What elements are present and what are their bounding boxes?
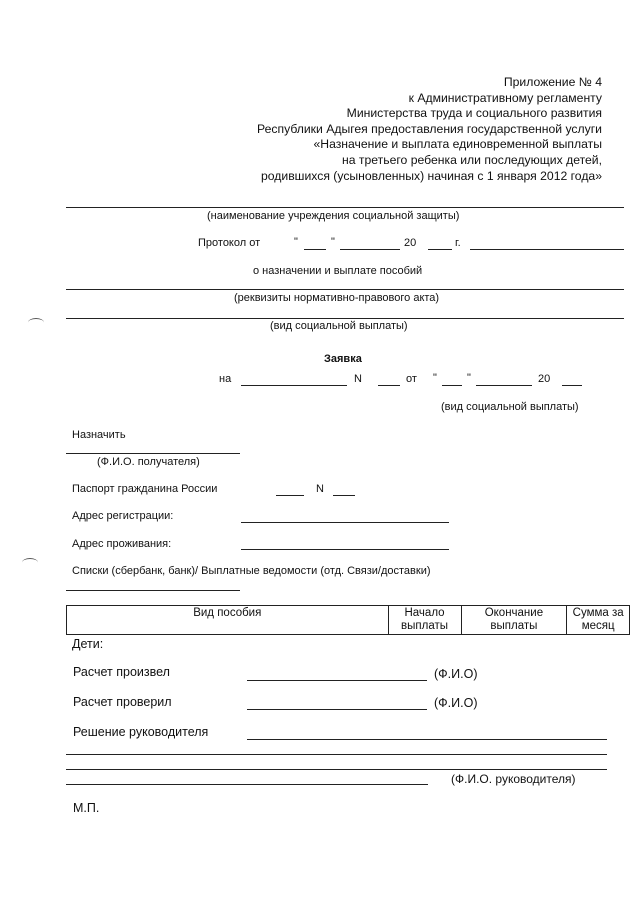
- requisites-field[interactable]: [66, 289, 624, 290]
- application-ot: от: [406, 373, 417, 385]
- calc-checked-field[interactable]: [247, 709, 427, 710]
- assign-label: Назначить: [72, 429, 126, 441]
- application-day-field[interactable]: [442, 385, 462, 386]
- institution-caption: (наименование учреждения социальной защиты): [207, 210, 460, 222]
- stamp-label: М.П.: [73, 801, 100, 815]
- protocol-year-suffix: г.: [455, 237, 461, 249]
- application-caption: (вид социальной выплаты): [441, 401, 579, 413]
- recipient-field[interactable]: [66, 453, 240, 454]
- reg-address-label: Адрес регистрации:: [72, 510, 174, 522]
- application-year-field[interactable]: [562, 385, 582, 386]
- header-line-3: Министерства труда и социального развития: [346, 106, 602, 121]
- header-line-2: к Административному регламенту: [408, 90, 602, 105]
- lists-field[interactable]: [66, 590, 240, 591]
- application-quote-close: ": [467, 372, 471, 384]
- protocol-year-field[interactable]: [428, 249, 452, 250]
- decision-field[interactable]: [247, 739, 607, 740]
- passport-number-field[interactable]: [333, 495, 355, 496]
- calc-made-label: Расчет произвел: [73, 665, 170, 679]
- application-na: на: [219, 373, 232, 385]
- protocol-day-field[interactable]: [304, 249, 326, 250]
- calc-checked-fio: (Ф.И.О): [434, 696, 478, 710]
- application-number-field[interactable]: [378, 385, 400, 386]
- passport-series-field[interactable]: [276, 495, 304, 496]
- passport-n: N: [316, 483, 324, 495]
- live-address-label: Адрес проживания:: [72, 538, 172, 550]
- application-year-prefix: 20: [538, 373, 551, 385]
- head-caption: (Ф.И.О. руководителя): [451, 772, 576, 786]
- col-benefit-type: Вид пособия: [67, 606, 389, 635]
- col-monthly-sum: Сумма за месяц: [567, 606, 630, 635]
- calc-checked-label: Расчет проверил: [73, 695, 172, 709]
- benefit-type-field[interactable]: [66, 318, 624, 319]
- application-quote-open: ": [433, 372, 437, 384]
- header-line-1: Приложение № 4: [503, 75, 602, 89]
- institution-field[interactable]: [66, 207, 624, 208]
- live-address-field[interactable]: [241, 549, 449, 550]
- benefit-type-caption: (вид социальной выплаты): [270, 320, 408, 332]
- header-line-5: «Назначение и выплата единовременной выплаты: [313, 137, 602, 152]
- decision-field-3[interactable]: [66, 769, 607, 770]
- head-signature-field[interactable]: [66, 784, 428, 785]
- children-label: Дети:: [72, 637, 104, 651]
- punch-mark-top: [28, 318, 44, 327]
- decision-field-2[interactable]: [66, 754, 607, 755]
- protocol-quote-open: ": [294, 236, 298, 248]
- protocol-year-prefix: 20: [404, 237, 417, 249]
- about-text: о назначении и выплате пособий: [253, 265, 423, 277]
- protocol-number-field[interactable]: [470, 249, 624, 250]
- col-end-payment: Окончание выплаты: [461, 606, 567, 635]
- header-line-7: родившихся (усыновленных) начиная с 1 января 2012 года»: [261, 168, 602, 183]
- application-type-field[interactable]: [241, 385, 347, 386]
- lists-label: Списки (сбербанк, банк)/ Выплатные ведомости (отд. Связи/доставки): [72, 565, 431, 577]
- calc-made-field[interactable]: [247, 680, 427, 681]
- reg-address-field[interactable]: [241, 522, 449, 523]
- protocol-quote-close: ": [331, 236, 335, 248]
- protocol-month-field[interactable]: [340, 249, 400, 250]
- decision-label: Решение руководителя: [73, 725, 209, 739]
- header-line-4: Республики Адыгея предоставления государственной услуги: [257, 121, 602, 136]
- benefits-table: [66, 605, 630, 635]
- header-line-6: на третьего ребенка или последующих детей,: [342, 153, 602, 167]
- passport-label: Паспорт гражданина России: [72, 483, 218, 495]
- calc-made-fio: (Ф.И.О): [434, 667, 478, 681]
- application-month-field[interactable]: [476, 385, 532, 386]
- col-start-payment: Начало выплаты: [388, 606, 461, 635]
- application-n: N: [354, 373, 362, 385]
- application-title: Заявка: [324, 353, 362, 365]
- recipient-caption: (Ф.И.О. получателя): [97, 456, 200, 468]
- requisites-caption: (реквизиты нормативно-правового акта): [234, 292, 440, 304]
- punch-mark-bottom: [22, 558, 38, 567]
- protocol-label: Протокол от: [198, 237, 261, 249]
